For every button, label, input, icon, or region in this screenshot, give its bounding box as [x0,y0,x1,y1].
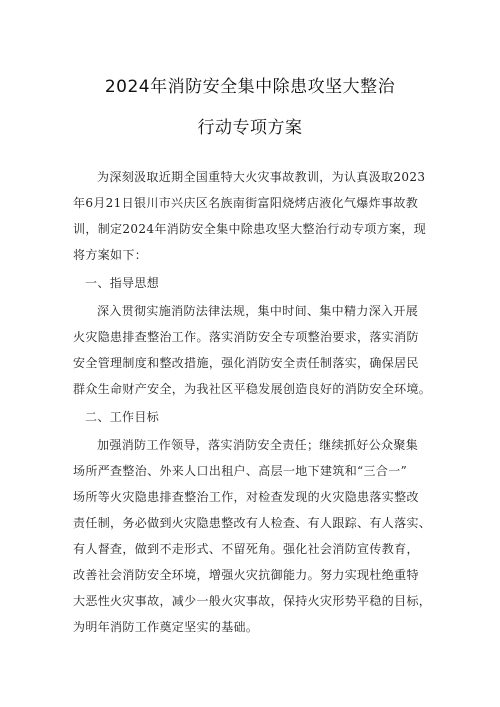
section-heading-guiding-ideology: 一、指导思想 [85,276,160,290]
section2-line: 大恶性火灾事故，减少一般火灾事故，保持火灾形势平稳的目标， [73,594,432,608]
section1-line: 安全管理制度和整改措施，强化消防安全责任制落实，确保居民 [73,356,419,370]
document-title-line-1: 2024年消防安全集中除患攻坚大整治 [104,77,396,97]
section-heading-work-goals: 二、工作目标 [85,410,160,424]
document-title-line-2: 行动专项方案 [197,118,303,138]
section2-line: 场所严查整治、外来人口出租户、高层一地下建筑和“三合一” [73,464,408,478]
intro-line: 将方案如下： [73,248,148,262]
intro-line: 年6月21日银川市兴庆区名族南街富阳烧烤店液化气爆炸事故教 [73,196,419,210]
section2-line: 责任制，务必做到火灾隐患整改有人检查、有人跟踪、有人落实、 [73,516,432,530]
section1-line: 深入贯彻实施消防法律法规，集中时间、集中精力深入开展 [97,304,419,318]
section2-line: 有人督查，做到不走形式、不留死角。强化社会消防宣传教育， [73,542,419,556]
intro-line: 为深刻汲取近期全国重特大火灾事故教训，为认真汲取2023 [97,170,426,184]
section2-line: 场所等火灾隐患排查整治工作，对检查发现的火灾隐患落实整改 [73,490,419,504]
document-body [73,0,433,707]
intro-line: 训，制定2024年消防安全集中除患攻坚大整治行动专项方案，现 [73,222,427,236]
section2-line: 加强消防工作领导，落实消防安全责任；继续抓好公众聚集 [97,438,419,452]
section2-line: 为明年消防工作奠定坚实的基础。 [73,620,259,634]
section1-line: 火灾隐患排查整治工作。落实消防安全专项整治要求，落实消防 [73,330,419,344]
section1-line: 群众生命财产安全，为我社区平稳发展创造良好的消防安全环境。 [73,382,432,396]
section2-line: 改善社会消防安全环境，增强火灾抗御能力。努力实现杜绝重特 [73,568,419,582]
